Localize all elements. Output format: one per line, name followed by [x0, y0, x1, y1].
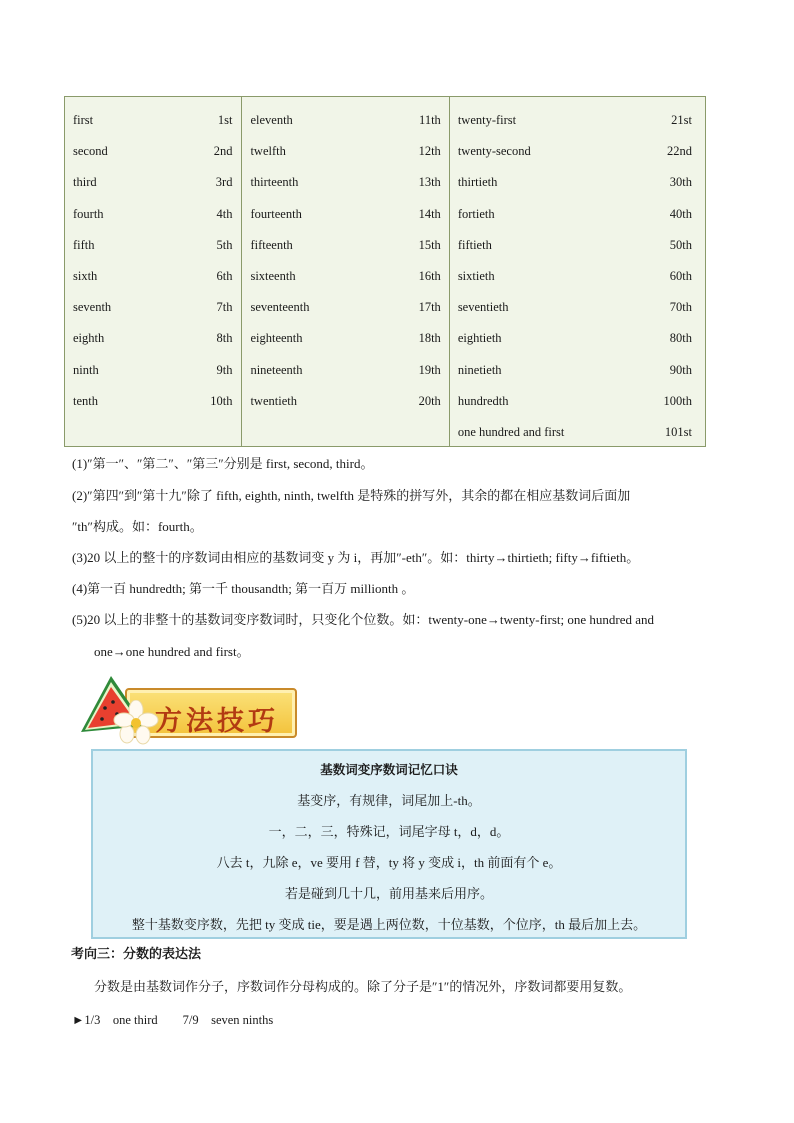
table-row	[65, 261, 241, 292]
ordinal-word: fourth	[73, 206, 104, 221]
flower-icon	[113, 700, 159, 746]
table-row	[450, 167, 705, 198]
ordinal-word: sixtieth	[457, 269, 495, 284]
table-row	[242, 136, 448, 167]
table-row	[65, 167, 241, 198]
ordinal-word: eleventh	[250, 113, 293, 128]
table-row	[65, 105, 241, 136]
table-row	[242, 167, 448, 198]
ordinal-abbr: 2nd	[213, 144, 233, 159]
ordinal-abbr: 1st	[217, 113, 233, 128]
table-row	[242, 355, 448, 386]
table-row	[242, 323, 448, 354]
ordinal-abbr: 20th	[418, 393, 441, 408]
ordinal-word: fourteenth	[250, 206, 302, 221]
ordinal-word: fiftieth	[457, 237, 492, 252]
table-row	[242, 230, 448, 261]
ordinal-word: sixth	[73, 269, 98, 284]
ordinal-word: eighth	[73, 331, 105, 346]
ordinal-word: twentieth	[250, 393, 297, 408]
section-paragraph: 分数是由基数词作分子，序数词作分母构成的。除了分子是″1″的情况外，序数词都要用复数。	[94, 979, 632, 994]
ordinal-word: thirtieth	[457, 175, 498, 190]
ordinal-table	[64, 96, 706, 447]
ordinal-abbr: 9th	[216, 362, 233, 377]
method-tips-banner	[75, 672, 299, 746]
ordinal-abbr: 50th	[669, 237, 693, 252]
ordinal-abbr: 101st	[664, 424, 693, 439]
table-row	[450, 105, 705, 136]
ordinal-abbr: 4th	[216, 206, 233, 221]
ordinal-abbr: 70th	[669, 300, 693, 315]
table-row	[450, 323, 705, 354]
tips-box	[91, 749, 687, 939]
table-row	[242, 105, 448, 136]
ordinal-word: ninth	[73, 362, 99, 377]
table-row	[65, 292, 241, 323]
rule-2-continued: ″th″构成。如：fourth。	[72, 519, 203, 534]
ordinal-word: ninetieth	[457, 362, 502, 377]
rule-1: (1)″第一″、″第二″、″第三″分别是 first, second, third。	[72, 456, 374, 471]
table-row	[450, 230, 705, 261]
table-row	[450, 261, 705, 292]
tips-line-2: 一，二，三，特殊记，词尾字母 t，d，d。	[268, 824, 510, 839]
ordinal-word: sixteenth	[250, 269, 296, 284]
ordinal-word: fifth	[73, 237, 95, 252]
table-row	[450, 386, 705, 417]
ordinal-abbr: 11th	[419, 113, 441, 128]
ordinal-abbr: 90th	[669, 362, 693, 377]
table-row	[450, 417, 705, 448]
ordinal-word: fortieth	[457, 206, 495, 221]
section-heading: 考向三：分数的表达法	[71, 947, 202, 962]
ordinal-word: twenty-second	[457, 144, 531, 159]
ordinal-word: seventeenth	[250, 300, 310, 315]
ordinal-abbr: 17th	[418, 300, 441, 315]
ordinal-abbr: 30th	[669, 175, 693, 190]
rule-2: (2)″第四″到″第十九″除了 fifth, eighth, ninth, twelfth 是特殊的拼写外，其余的都在相应基数词后面加	[72, 488, 631, 503]
ordinal-word: third	[73, 175, 97, 190]
ordinal-word: second	[73, 144, 108, 159]
rule-5-continued: one→one hundred and first。	[94, 644, 250, 659]
ordinal-abbr: 5th	[216, 237, 233, 252]
rule-3: (3)20 以上的整十的序数词由相应的基数词变 y 为 i，再加″-eth″。如：thirty→thirtieth; fifty→fiftieth。	[72, 550, 640, 565]
ordinal-abbr: 40th	[669, 206, 693, 221]
ordinal-abbr: 13th	[418, 175, 441, 190]
table-row	[450, 355, 705, 386]
ordinal-column-3	[449, 97, 705, 446]
ordinal-abbr: 60th	[669, 269, 693, 284]
ordinal-word: seventh	[73, 300, 112, 315]
ordinal-abbr: 21st	[671, 113, 693, 128]
ordinal-abbr: 100th	[663, 393, 693, 408]
ordinal-word: seventieth	[457, 300, 509, 315]
table-row	[65, 355, 241, 386]
table-row	[65, 230, 241, 261]
tips-line-1: 基变序，有规律，词尾加上-th。	[297, 793, 481, 808]
ordinal-column-1	[65, 97, 241, 446]
example-line: ►1/3 one third 7/9 seven ninths	[72, 1013, 274, 1027]
ordinal-word: twenty-first	[457, 113, 517, 128]
table-row	[450, 136, 705, 167]
ordinal-abbr: 10th	[210, 393, 233, 408]
ordinal-word: tenth	[73, 393, 98, 408]
ordinal-abbr: 15th	[418, 237, 441, 252]
banner-title: 方法技巧	[155, 706, 279, 737]
ordinal-word: one hundred and first	[457, 424, 565, 439]
table-row	[65, 386, 241, 417]
ordinal-word: nineteenth	[250, 362, 303, 377]
tips-line-4: 若是碰到几十几，前用基来后用序。	[284, 886, 493, 901]
ordinal-word: thirteenth	[250, 175, 299, 190]
table-row	[65, 323, 241, 354]
tips-line-3: 八去 t，九除 e，ve 要用 f 替，ty 将 y 变成 i，th 前面有个 e。	[216, 855, 562, 870]
ordinal-abbr: 12th	[418, 144, 441, 159]
table-row	[450, 199, 705, 230]
ordinal-word: eightieth	[457, 331, 502, 346]
ordinal-abbr: 80th	[669, 331, 693, 346]
ordinal-word: hundredth	[457, 393, 509, 408]
table-row	[242, 292, 448, 323]
ordinal-abbr: 3rd	[215, 175, 233, 190]
ordinal-word: twelfth	[250, 144, 286, 159]
ordinal-column-2	[241, 97, 448, 446]
table-row	[242, 261, 448, 292]
tips-title: 基数词变序数词记忆口诀	[320, 762, 458, 777]
ordinal-abbr: 16th	[418, 269, 441, 284]
tips-line-5: 整十基数变序数，先把 ty 变成 tie，要是遇上两位数，十位基数，个位序，th 最后加上去。	[131, 917, 647, 932]
table-row	[65, 199, 241, 230]
ordinal-abbr: 19th	[418, 362, 441, 377]
table-row	[242, 199, 448, 230]
rule-4: (4)第一百 hundredth; 第一千 thousandth; 第一百万 millionth 。	[72, 581, 415, 596]
table-row	[65, 136, 241, 167]
table-row	[242, 386, 448, 417]
ordinal-abbr: 6th	[216, 269, 233, 284]
ordinal-abbr: 14th	[418, 206, 441, 221]
ordinal-abbr: 22nd	[667, 144, 693, 159]
rule-5: (5)20 以上的非整十的基数词变序数词时，只变化个位数。如：twenty-one→twenty-first; one hundred and	[72, 612, 655, 627]
ordinal-word: fifteenth	[250, 237, 293, 252]
table-row	[450, 292, 705, 323]
ordinal-word: eighteenth	[250, 331, 303, 346]
ordinal-abbr: 18th	[418, 331, 441, 346]
ordinal-abbr: 7th	[216, 300, 233, 315]
ordinal-word: first	[73, 113, 94, 128]
ordinal-abbr: 8th	[216, 331, 233, 346]
